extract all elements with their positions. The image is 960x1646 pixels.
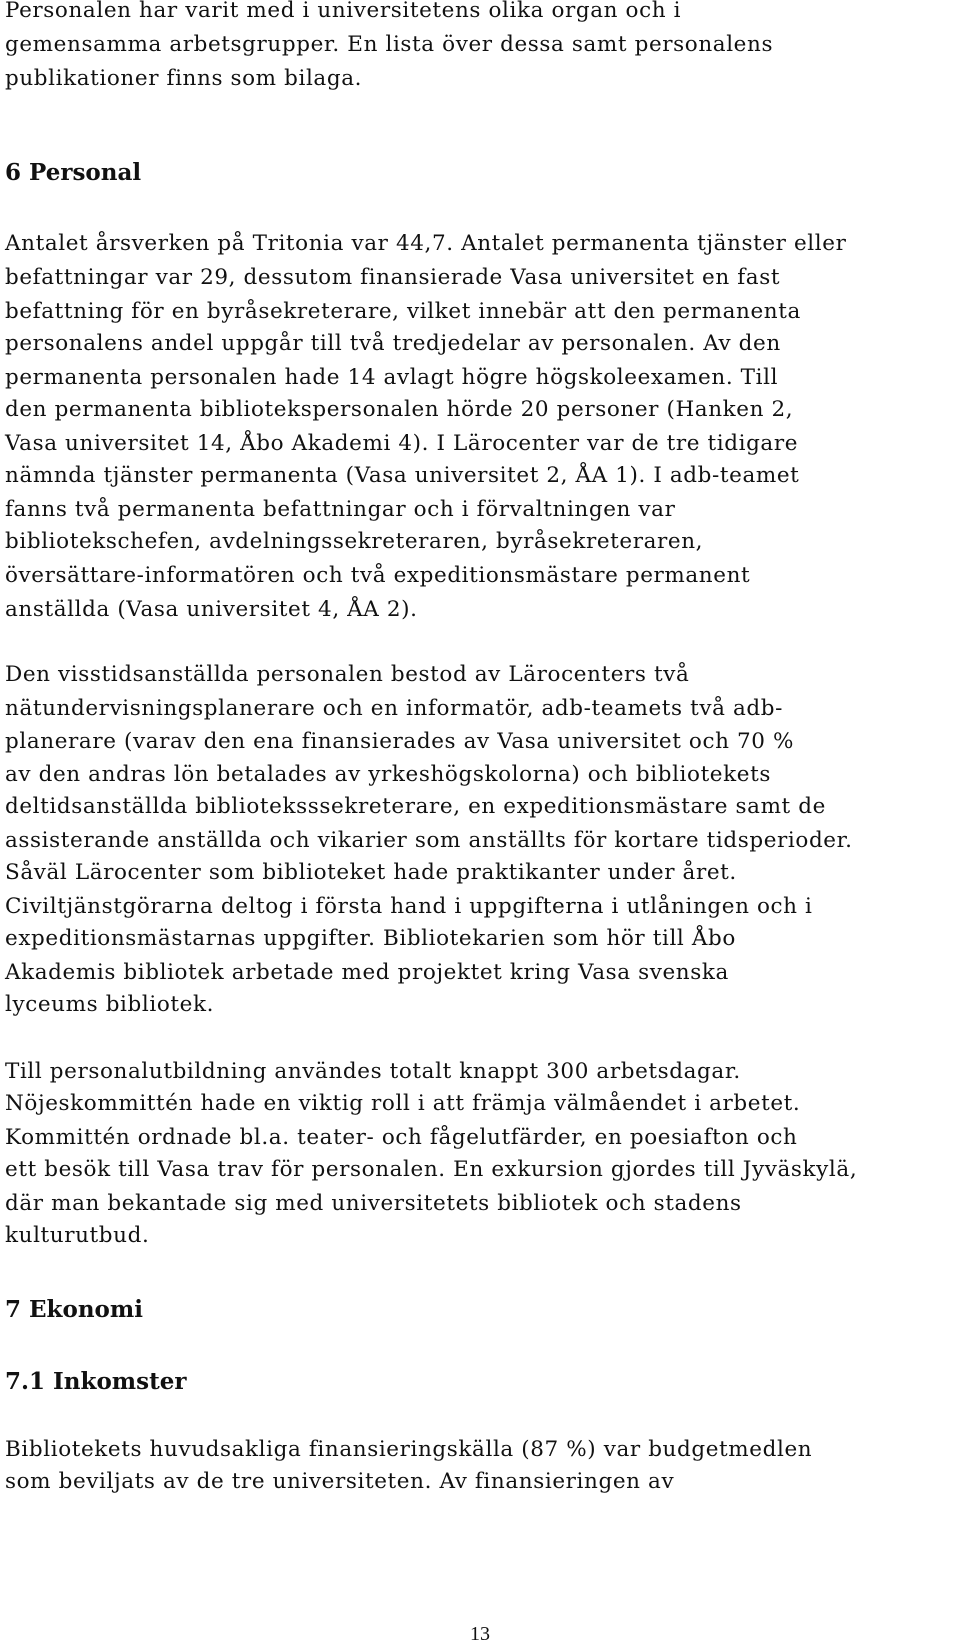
text-line: anställda (Vasa universitet 4, ÅA 2).	[5, 597, 418, 622]
section-heading-ekonomi: 7 Ekonomi	[5, 1296, 143, 1323]
text-line: nämnda tjänster permanenta (Vasa universitet 2, ÅA 1). I adb-teamet	[5, 463, 800, 488]
text-line: översättare-informatören och två expeditionsmästare permanent	[5, 563, 751, 588]
text-line: av den andras lön betalades av yrkeshögskolorna) och bibliotekets	[5, 762, 771, 787]
text-line: Civiltjänstgörarna deltog i första hand i uppgifterna i utlåningen och i	[5, 894, 813, 919]
text-line: Nöjeskommittén hade en viktig roll i att främja välmåendet i arbetet.	[5, 1091, 801, 1116]
text-line: den permanenta bibliotekspersonalen hörde 20 personer (Hanken 2,	[5, 397, 794, 422]
text-line: Till personalutbildning användes totalt knappt 300 arbetsdagar.	[5, 1059, 741, 1084]
section-heading-personal: 6 Personal	[5, 159, 142, 186]
text-line: Den visstidsanställda personalen bestod av Lärocenters två	[5, 662, 690, 687]
text-line: kulturutbud.	[5, 1223, 150, 1248]
text-line: publikationer finns som bilaga.	[5, 66, 363, 91]
text-line: deltidsanställda biblioteksssekreterare, en expeditionsmästare samt de	[5, 794, 826, 819]
text-line: Bibliotekets huvudsakliga finansieringskälla (87 %) var budgetmedlen	[5, 1437, 813, 1462]
text-line: assisterande anställda och vikarier som anställts för kortare tidsperioder.	[5, 828, 853, 853]
text-line: planerare (varav den ena finansierades av Vasa universitet och 70 %	[5, 729, 795, 754]
subsection-heading-inkomster: 7.1 Inkomster	[5, 1368, 187, 1395]
text-line: Kommittén ordnade bl.a. teater- och fågelutfärder, en poesiafton och	[5, 1125, 798, 1150]
text-line: lyceums bibliotek.	[5, 992, 215, 1017]
text-line: nätundervisningsplanerare och en informatör, adb-teamets två adb-	[5, 696, 783, 721]
text-line: Antalet årsverken på Tritonia var 44,7. Antalet permanenta tjänster eller	[5, 231, 847, 256]
text-line: bibliotekschefen, avdelningssekreteraren, byråsekreteraren,	[5, 529, 704, 554]
text-line: där man bekantade sig med universitetets bibliotek och stadens	[5, 1191, 742, 1216]
text-line: Personalen har varit med i universitetens olika organ och i	[5, 0, 682, 23]
text-line: fanns två permanenta befattningar och i förvaltningen var	[5, 497, 676, 522]
text-line: befattning för en byråsekreterare, vilket innebär att den permanenta	[5, 299, 801, 324]
text-line: expeditionsmästarnas uppgifter. Bibliotekarien som hör till Åbo	[5, 926, 736, 951]
text-line: Vasa universitet 14, Åbo Akademi 4). I Lärocenter var de tre tidigare	[5, 431, 799, 456]
text-line: Såväl Lärocenter som biblioteket hade praktikanter under året.	[5, 860, 737, 885]
text-line: som beviljats av de tre universiteten. Av finansieringen av	[5, 1469, 675, 1494]
text-line: Akademis bibliotek arbetade med projektet kring Vasa svenska	[5, 960, 729, 985]
page-number: 13	[470, 1623, 490, 1645]
text-line: permanenta personalen hade 14 avlagt högre högskoleexamen. Till	[5, 365, 779, 390]
text-line: ett besök till Vasa trav för personalen. En exkursion gjordes till Jyväskylä,	[5, 1157, 858, 1182]
text-line: gemensamma arbetsgrupper. En lista över dessa samt personalens	[5, 32, 774, 57]
text-line: personalens andel uppgår till två tredjedelar av personalen. Av den	[5, 331, 781, 356]
text-line: befattningar var 29, dessutom finansierade Vasa universitet en fast	[5, 265, 781, 290]
